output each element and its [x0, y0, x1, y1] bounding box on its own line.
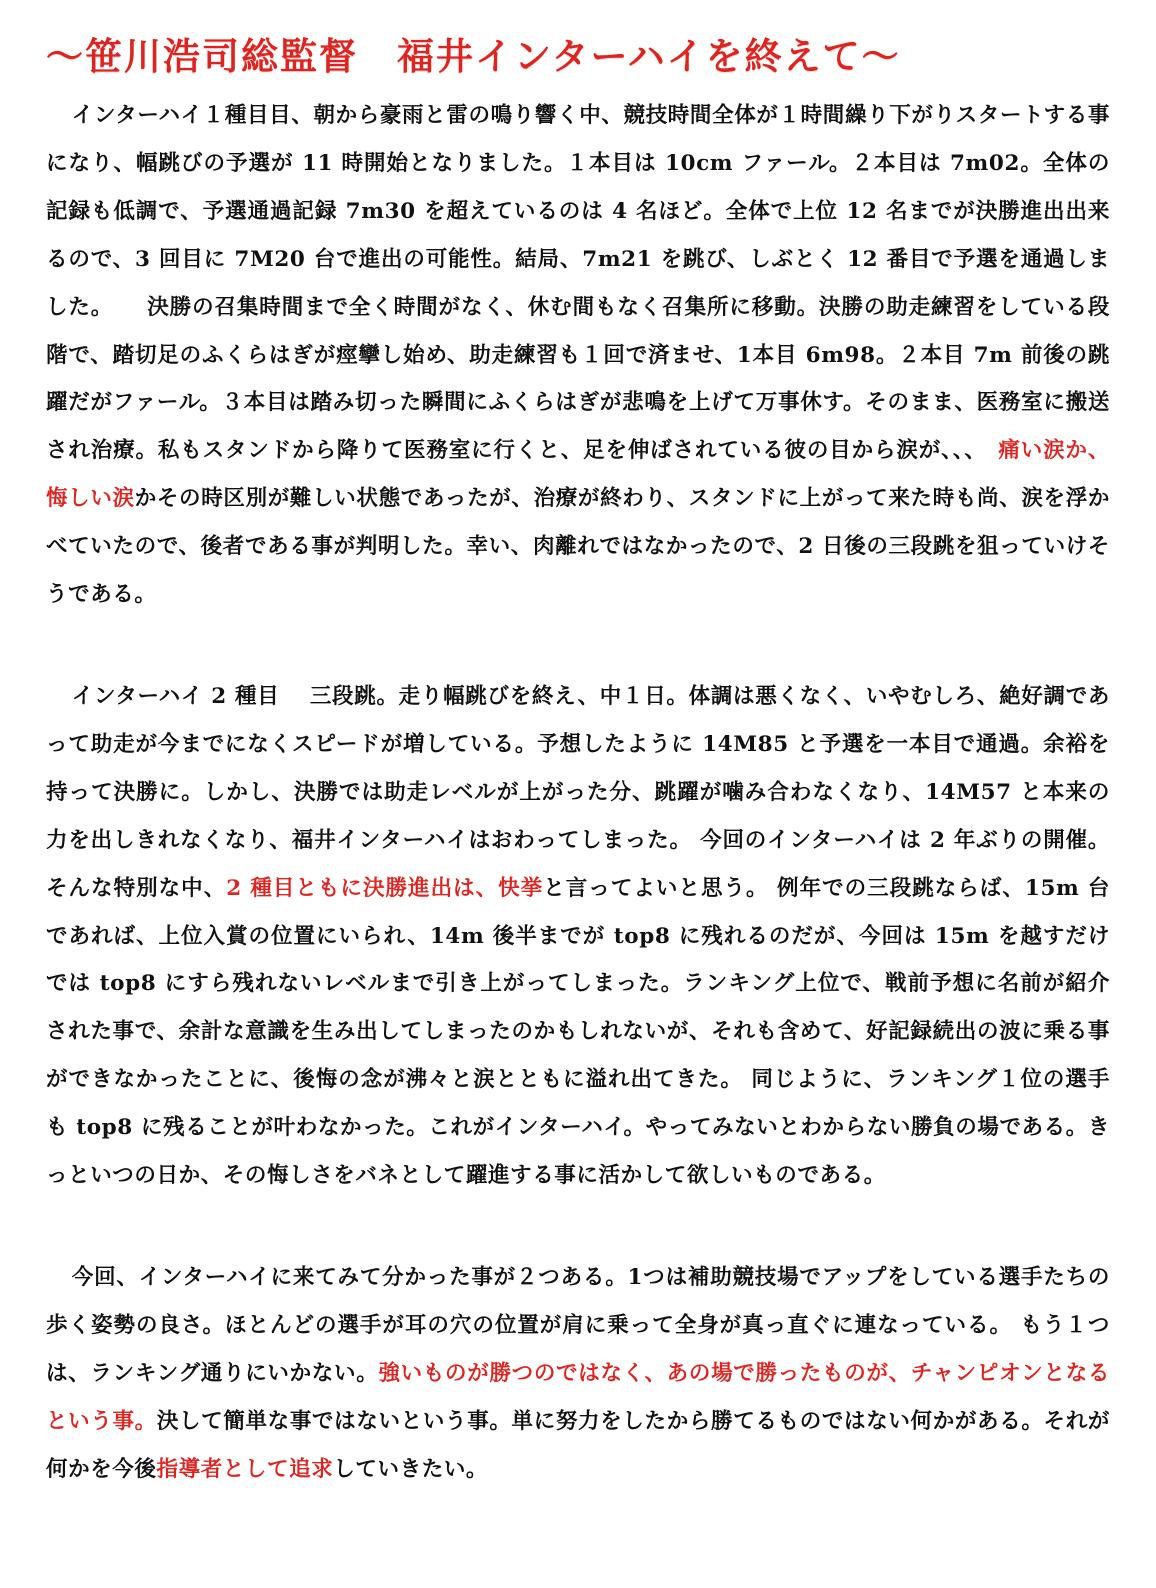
- highlighted-phrase: 指導者として追求: [156, 1456, 334, 1482]
- highlighted-phrase: 強いものが勝つのではなく、あの場で勝ったものが、チャンピオンとなるという事。: [46, 1360, 1111, 1434]
- paragraph-triple-jump: [46, 673, 1110, 1200]
- highlighted-phrase: 痛い涙か、悔しい涙: [46, 438, 1110, 512]
- paragraph-lessons: [46, 1254, 1110, 1494]
- paragraph-long-jump: [46, 92, 1110, 619]
- paragraph-text: インターハイ 2 種目 三段跳。走り幅跳びを終え、中１日。体調は悪くなく、いやむしろ、絶好調であって助走が今までになくスピードが増している。予想したように 14M85 と予選を一本目で通過。余裕を持って決勝に。しかし、決勝では助走レベルが上がった分、跳躍が噛み合わなくなり、14M57 と本来の力を出しきれなくなり、福井インターハイはおわってしまった。 今回のインターハイは 2 年ぶりの開催。そんな特別な中、: [46, 683, 1110, 901]
- page-title: ～笹川浩司総監督 福井インターハイを終えて～: [46, 34, 901, 78]
- paragraph-text: していきたい。: [333, 1456, 489, 1482]
- paragraph-text: と言ってよいと思う。 例年での三段跳ならば、15m 台であれば、上位入賞の位置にいられ、14m 後半までが top8 に残れるのだが、今回は 15m を越すだけでは top8 にすら残れないレベルまで引き上がってしまった。ランキング上位で、戦前予想に名前が紹介された事で、余計な意識を生み出してしまったのかもしれないが、それも含めて、好記録続出の波に乗る事ができなかったことに、後悔の念が沸々と涙とともに溢れ出てきた。 同じように、ランキング１位の選手も top8 に残ることが叶わなかった。これがインターハイ。やってみないとわからない勝負の場である。きっといつの日か、その悔しさをバネとして躍進する事に活かして欲しいものである。: [46, 875, 1110, 1189]
- paragraph-text: 決して簡単な事ではないという事。単に努力をしたから勝てるものではない何かがある。それが何かを今後: [46, 1408, 1110, 1482]
- highlighted-phrase: 2 種目ともに決勝進出は、快挙: [226, 875, 544, 901]
- paragraph-text: 今回、インターハイに来てみて分かった事が２つある。1つは補助競技場でアップをしている選手たちの歩く姿勢の良さ。ほとんどの選手が耳の穴の位置が肩に乗って全身が真っ直ぐに連なっている。 もう１つは、ランキング通りにいかない。: [46, 1264, 1110, 1386]
- article-body: [46, 92, 1110, 1493]
- paragraph-text: インターハイ１種目目、朝から豪雨と雷の鳴り響く中、競技時間全体が１時間繰り下がりスタートする事になり、幅跳びの予選が 11 時開始となりました。１本目は 10cm ファール。２本目は 7m02。全体の記録も低調で、予選通過記録 7m30 を超えているのは 4 名ほど。全体で上位 12 名までが決勝進出出来るので、3 回目に 7M20 台で進出の可能性。結局、7m21 を跳び、しぶとく 12 番目で予選を通過しました。 決勝の召集時間まで全く時間がなく、休む間もなく召集所に移動。決勝の助走練習をしている段階で、踏切足のふくらはぎが痙攣し始め、助走練習も１回で済ませ、1本目 6m98。２本目 7m 前後の跳躍だがファール。３本目は踏み切った瞬間にふくらはぎが悲鳴を上げて万事休す。そのまま、医務室に搬送され治療。私もスタンドから降りて医務室に行くと、足を伸ばされている彼の目から涙が、、、: [46, 103, 1110, 464]
- paragraph-text: かその時区別が難しい状態であったが、治療が終わり、スタンドに上がって来た時も尚、涙を浮かべていたので、後者である事が判明した。幸い、肉離れではなかったので、2 日後の三段跳を狙っていけそうである。: [46, 486, 1110, 608]
